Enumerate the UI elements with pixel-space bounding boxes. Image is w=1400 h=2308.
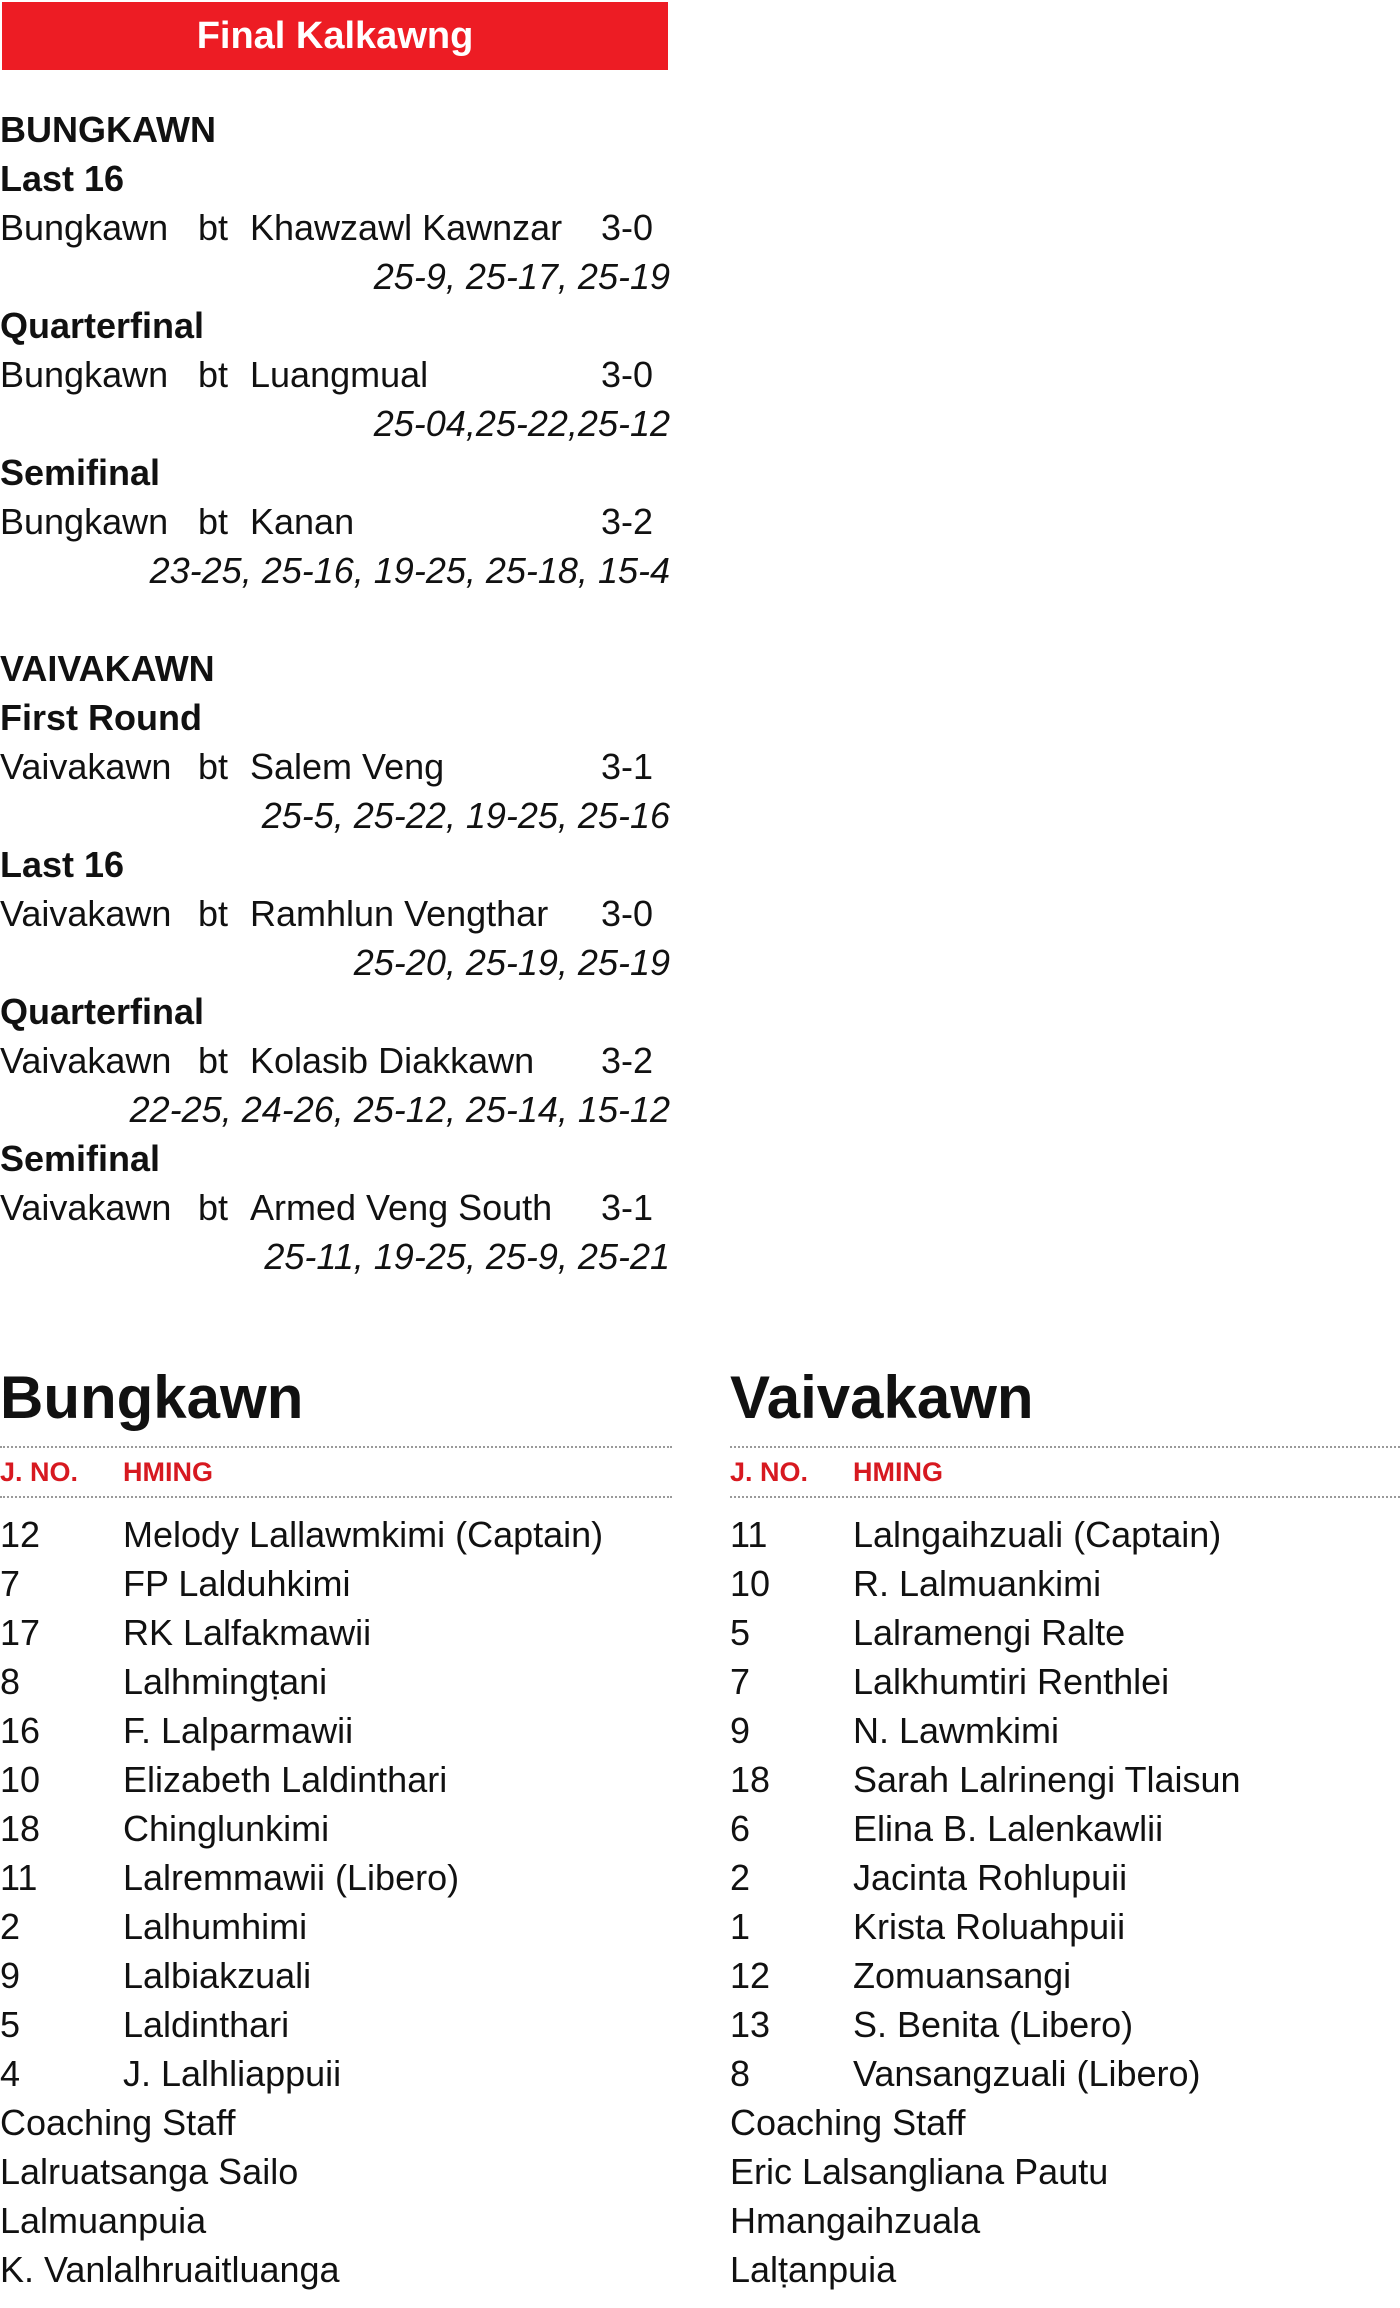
match-score: 3-2 (601, 501, 654, 542)
jersey-number: 16 (0, 1710, 41, 1751)
player-name: Lalbiakzuali (123, 1955, 312, 1996)
player-name: Jacinta Rohlupuii (853, 1857, 1128, 1898)
player-row (730, 1510, 1400, 1559)
match-bt: bt (198, 1040, 229, 1081)
jersey-number-header: J. NO. (0, 1457, 79, 1487)
player-name-header: HMING (123, 1457, 213, 1487)
player-row (0, 1559, 672, 1608)
player-name: Chinglunkimi (123, 1808, 330, 1849)
jersey-number: 10 (0, 1759, 41, 1800)
match-line (0, 889, 670, 938)
match-loser: Kolasib Diakkawn (250, 1040, 535, 1081)
player-name: FP Lalduhkimi (123, 1563, 351, 1604)
round-label: Last 16 (0, 844, 125, 885)
player-row (730, 2000, 1400, 2049)
match-score: 3-0 (601, 893, 654, 934)
player-row (730, 2049, 1400, 2098)
match-line (0, 1036, 670, 1085)
jersey-number: 13 (730, 2004, 771, 2045)
jersey-number: 2 (0, 1906, 21, 1947)
player-name: RK Lalfakmawii (123, 1612, 372, 1653)
player-row (730, 1804, 1400, 1853)
jersey-number: 1 (730, 1906, 751, 1947)
player-row (0, 1657, 672, 1706)
coaching-staff-title: Coaching Staff (730, 2102, 966, 2143)
player-row (0, 1510, 672, 1559)
round-label: Last 16 (0, 158, 125, 199)
team-roster-bungkawn (0, 1350, 672, 2294)
coaching-staff-title: Coaching Staff (0, 2102, 236, 2143)
player-row (730, 1559, 1400, 1608)
results-banner (2, 2, 668, 70)
match-score: 3-0 (601, 354, 654, 395)
player-name: Lalngaihzuali (Captain) (853, 1514, 1222, 1555)
match-loser: Khawzawl Kawnzar (250, 207, 563, 248)
jersey-number: 18 (0, 1808, 41, 1849)
player-name: Krista Roluahpuii (853, 1906, 1126, 1947)
match-winner: Vaivakawn (0, 1040, 172, 1081)
jersey-number: 7 (730, 1661, 751, 1702)
jersey-number: 12 (0, 1514, 41, 1555)
player-name: Melody Lallawmkimi (Captain) (123, 1514, 604, 1555)
match-line (0, 742, 670, 791)
player-name: S. Benita (Libero) (853, 2004, 1134, 2045)
banner-title: Final Kalkawng (196, 14, 474, 57)
player-row (730, 1608, 1400, 1657)
match-winner: Bungkawn (0, 207, 169, 248)
roster-header (0, 1448, 672, 1496)
jersey-number: 5 (730, 1612, 751, 1653)
player-row (730, 1951, 1400, 2000)
set-scores: 23-25, 25-16, 19-25, 25-18, 15-4 (149, 550, 670, 591)
set-scores: 25-11, 19-25, 25-9, 25-21 (264, 1236, 670, 1277)
player-name: Vansangzuali (Libero) (853, 2053, 1201, 2094)
player-row (730, 1902, 1400, 1951)
player-name: Lalkhumtiri Renthlei (853, 1661, 1170, 1702)
player-row (0, 1902, 672, 1951)
match-score: 3-1 (601, 1187, 654, 1228)
round-label: Semifinal (0, 1138, 161, 1179)
player-name: Lalhumhimi (123, 1906, 308, 1947)
jersey-number: 6 (730, 1808, 751, 1849)
match-loser: Armed Veng South (250, 1187, 553, 1228)
round-label: Semifinal (0, 452, 161, 493)
player-name: Lalremmawii (Libero) (123, 1857, 460, 1898)
team-name: Vaivakawn (730, 1364, 1034, 1431)
jersey-number: 4 (0, 2053, 21, 2094)
staff-member: Hmangaihzuala (730, 2200, 981, 2241)
jersey-number: 5 (0, 2004, 21, 2045)
player-name: Laldinthari (123, 2004, 290, 2045)
team-name: Bungkawn (0, 1364, 304, 1431)
match-score: 3-1 (601, 746, 654, 787)
match-loser: Luangmual (250, 354, 429, 395)
jersey-number: 11 (0, 1857, 38, 1898)
section-title: VAIVAKAWN (0, 648, 215, 689)
divider (0, 1496, 672, 1498)
player-name: Elizabeth Laldinthari (123, 1759, 448, 1800)
jersey-number: 8 (0, 1661, 21, 1702)
staff-member: Eric Lalsangliana Pautu (730, 2151, 1109, 2192)
player-row (730, 1657, 1400, 1706)
match-winner: Bungkawn (0, 501, 169, 542)
set-scores: 25-20, 25-19, 25-19 (353, 942, 670, 983)
jersey-number: 9 (730, 1710, 751, 1751)
roster-header (730, 1448, 1400, 1496)
player-name: R. Lalmuankimi (853, 1563, 1102, 1604)
player-row (0, 2049, 672, 2098)
player-row (0, 1706, 672, 1755)
jersey-number: 9 (0, 1955, 21, 1996)
team-roster-vaivakawn (730, 1350, 1400, 2294)
match-line (0, 1183, 670, 1232)
player-name: N. Lawmkimi (853, 1710, 1060, 1751)
jersey-number: 17 (0, 1612, 41, 1653)
jersey-number: 11 (730, 1514, 768, 1555)
player-row (730, 1706, 1400, 1755)
match-line (0, 497, 670, 546)
player-row (0, 2000, 672, 2049)
round-label: Quarterfinal (0, 991, 205, 1032)
round-label: First Round (0, 697, 202, 738)
set-scores: 25-5, 25-22, 19-25, 25-16 (261, 795, 670, 836)
set-scores: 25-9, 25-17, 25-19 (373, 256, 670, 297)
player-name: F. Lalparmawii (123, 1710, 354, 1751)
staff-member: Lalṭanpuia (730, 2249, 897, 2290)
match-bt: bt (198, 893, 229, 934)
player-row (730, 1853, 1400, 1902)
match-bt: bt (198, 746, 229, 787)
jersey-number: 18 (730, 1759, 771, 1800)
match-line (0, 350, 670, 399)
divider (730, 1496, 1400, 1498)
player-row (0, 1608, 672, 1657)
match-results (0, 105, 670, 1281)
player-name-header: HMING (853, 1457, 943, 1487)
match-loser: Kanan (250, 501, 355, 542)
section-title: BUNGKAWN (0, 109, 216, 150)
player-name: J. Lalhliappuii (123, 2053, 342, 2094)
match-loser: Salem Veng (250, 746, 445, 787)
player-row (0, 1755, 672, 1804)
round-label: Quarterfinal (0, 305, 205, 346)
match-winner: Vaivakawn (0, 1187, 172, 1228)
match-bt: bt (198, 207, 229, 248)
player-list (730, 1510, 1400, 2098)
match-winner: Bungkawn (0, 354, 169, 395)
player-name: Zomuansangi (853, 1955, 1072, 1996)
jersey-number: 8 (730, 2053, 751, 2094)
player-list (0, 1510, 672, 2098)
staff-member: Lalruatsanga Sailo (0, 2151, 299, 2192)
jersey-number: 2 (730, 1857, 751, 1898)
set-scores: 22-25, 24-26, 25-12, 25-14, 15-12 (129, 1089, 670, 1130)
match-winner: Vaivakawn (0, 893, 172, 934)
jersey-number-header: J. NO. (730, 1457, 809, 1487)
match-loser: Ramhlun Vengthar (250, 893, 549, 934)
staff-member: K. Vanlalhruaitluanga (0, 2249, 340, 2290)
staff-member: Lalmuanpuia (0, 2200, 207, 2241)
match-bt: bt (198, 501, 229, 542)
player-name: Lalramengi Ralte (853, 1612, 1126, 1653)
player-row (0, 1951, 672, 2000)
player-row (0, 1804, 672, 1853)
section-gap (0, 595, 670, 644)
match-score: 3-2 (601, 1040, 654, 1081)
player-row (0, 1853, 672, 1902)
match-bt: bt (198, 354, 229, 395)
match-line (0, 203, 670, 252)
match-score: 3-0 (601, 207, 654, 248)
player-name: Lalhmingṭani (123, 1661, 328, 1702)
player-name: Elina B. Lalenkawlii (853, 1808, 1164, 1849)
set-scores: 25-04,25-22,25-12 (373, 403, 670, 444)
jersey-number: 10 (730, 1563, 771, 1604)
jersey-number: 12 (730, 1955, 771, 1996)
player-name: Sarah Lalrinengi Tlaisun (853, 1759, 1241, 1800)
match-winner: Vaivakawn (0, 746, 172, 787)
player-row (730, 1755, 1400, 1804)
match-bt: bt (198, 1187, 229, 1228)
jersey-number: 7 (0, 1563, 21, 1604)
